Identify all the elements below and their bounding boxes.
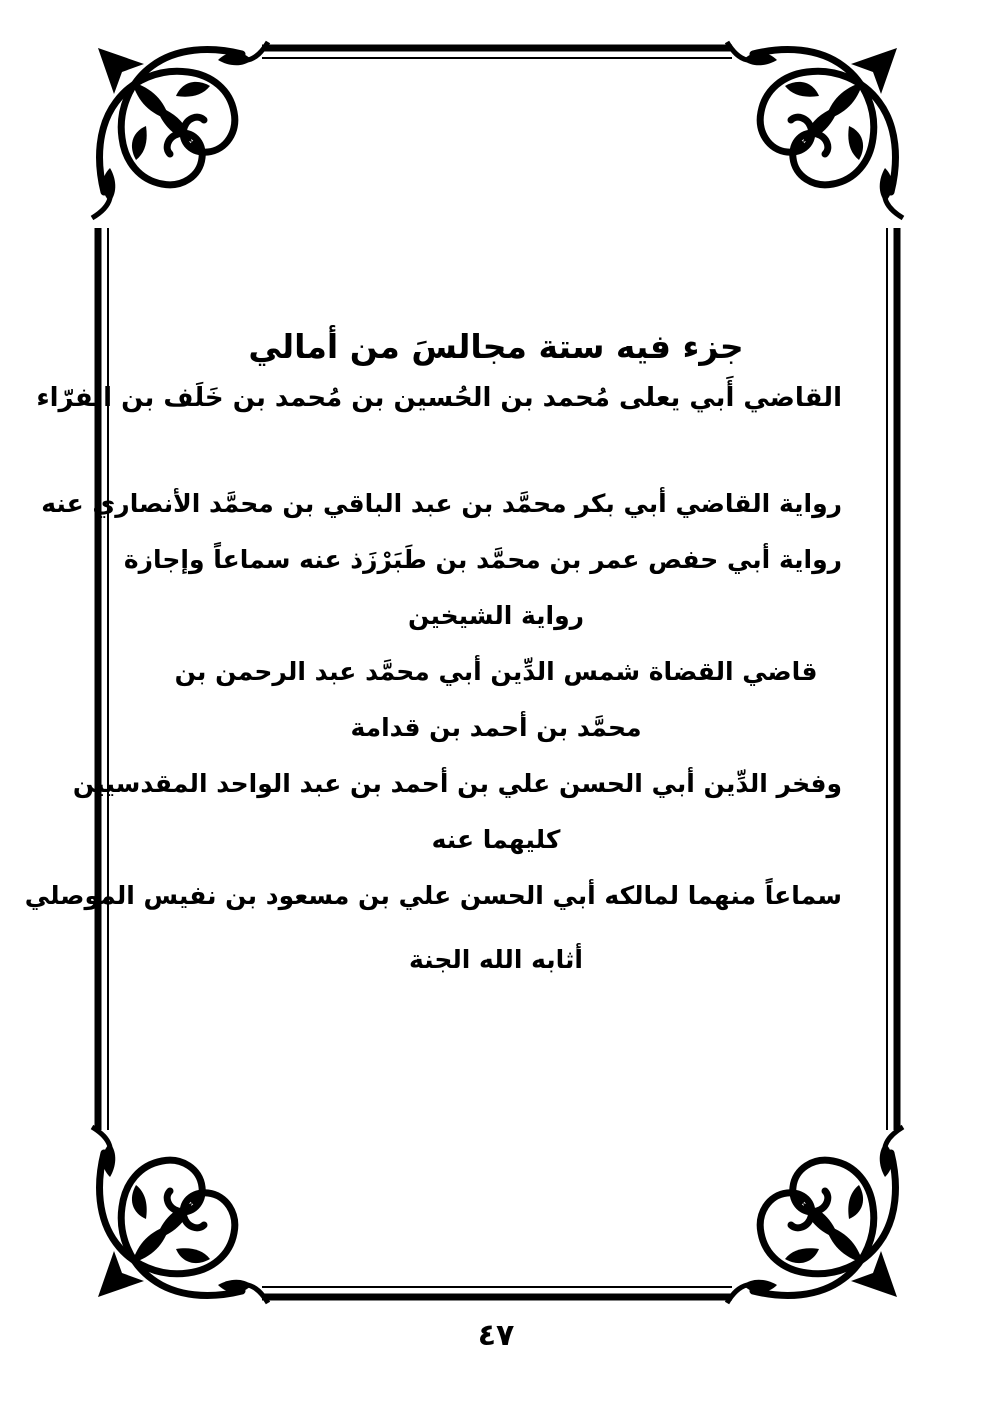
transmission-line: قاضي القضاة شمس الدِّين أبي محمَّد عبد الرحمن بن bbox=[174, 657, 818, 686]
corner-ornament-bottom-left-icon bbox=[92, 1127, 268, 1303]
title-page-content bbox=[24, 318, 842, 988]
transmission-line: رواية أبي حفص عمر بن محمَّد بن طَبَرْزَذ عنه سماعاً وإجازة bbox=[123, 545, 842, 574]
page-number: ٤٧ bbox=[477, 1318, 515, 1353]
book-title: جزء فيه ستة مجالسَ من أمالي bbox=[248, 327, 744, 366]
transmission-line: رواية القاضي أبي بكر محمَّد بن عبد الباقي بن محمَّد الأنصاري عنه bbox=[41, 489, 842, 518]
transmission-line: سماعاً منهما لمالكه أبي الحسن علي بن مسعود بن نفيس الموصلي bbox=[24, 881, 842, 910]
transmission-line: وفخر الدِّين أبي الحسن علي بن أحمد بن عبد الواحد المقدسيين bbox=[72, 769, 842, 798]
book-author: القاضي أَبي يعلى مُحمد بن الحُسين بن مُحمد بن خَلَف بن الفرّاء bbox=[36, 383, 842, 413]
transmission-line: رواية الشيخين bbox=[407, 601, 585, 630]
transmission-line: كليهما عنه bbox=[431, 825, 561, 854]
corner-ornament-top-right-icon bbox=[727, 42, 903, 218]
corner-ornament-bottom-right-icon bbox=[727, 1127, 903, 1303]
corner-ornament-top-left-icon bbox=[92, 42, 268, 218]
transmission-line: محمَّد بن أحمد بن قدامة bbox=[350, 713, 642, 742]
transmission-line: أثابه الله الجنة bbox=[409, 945, 583, 974]
